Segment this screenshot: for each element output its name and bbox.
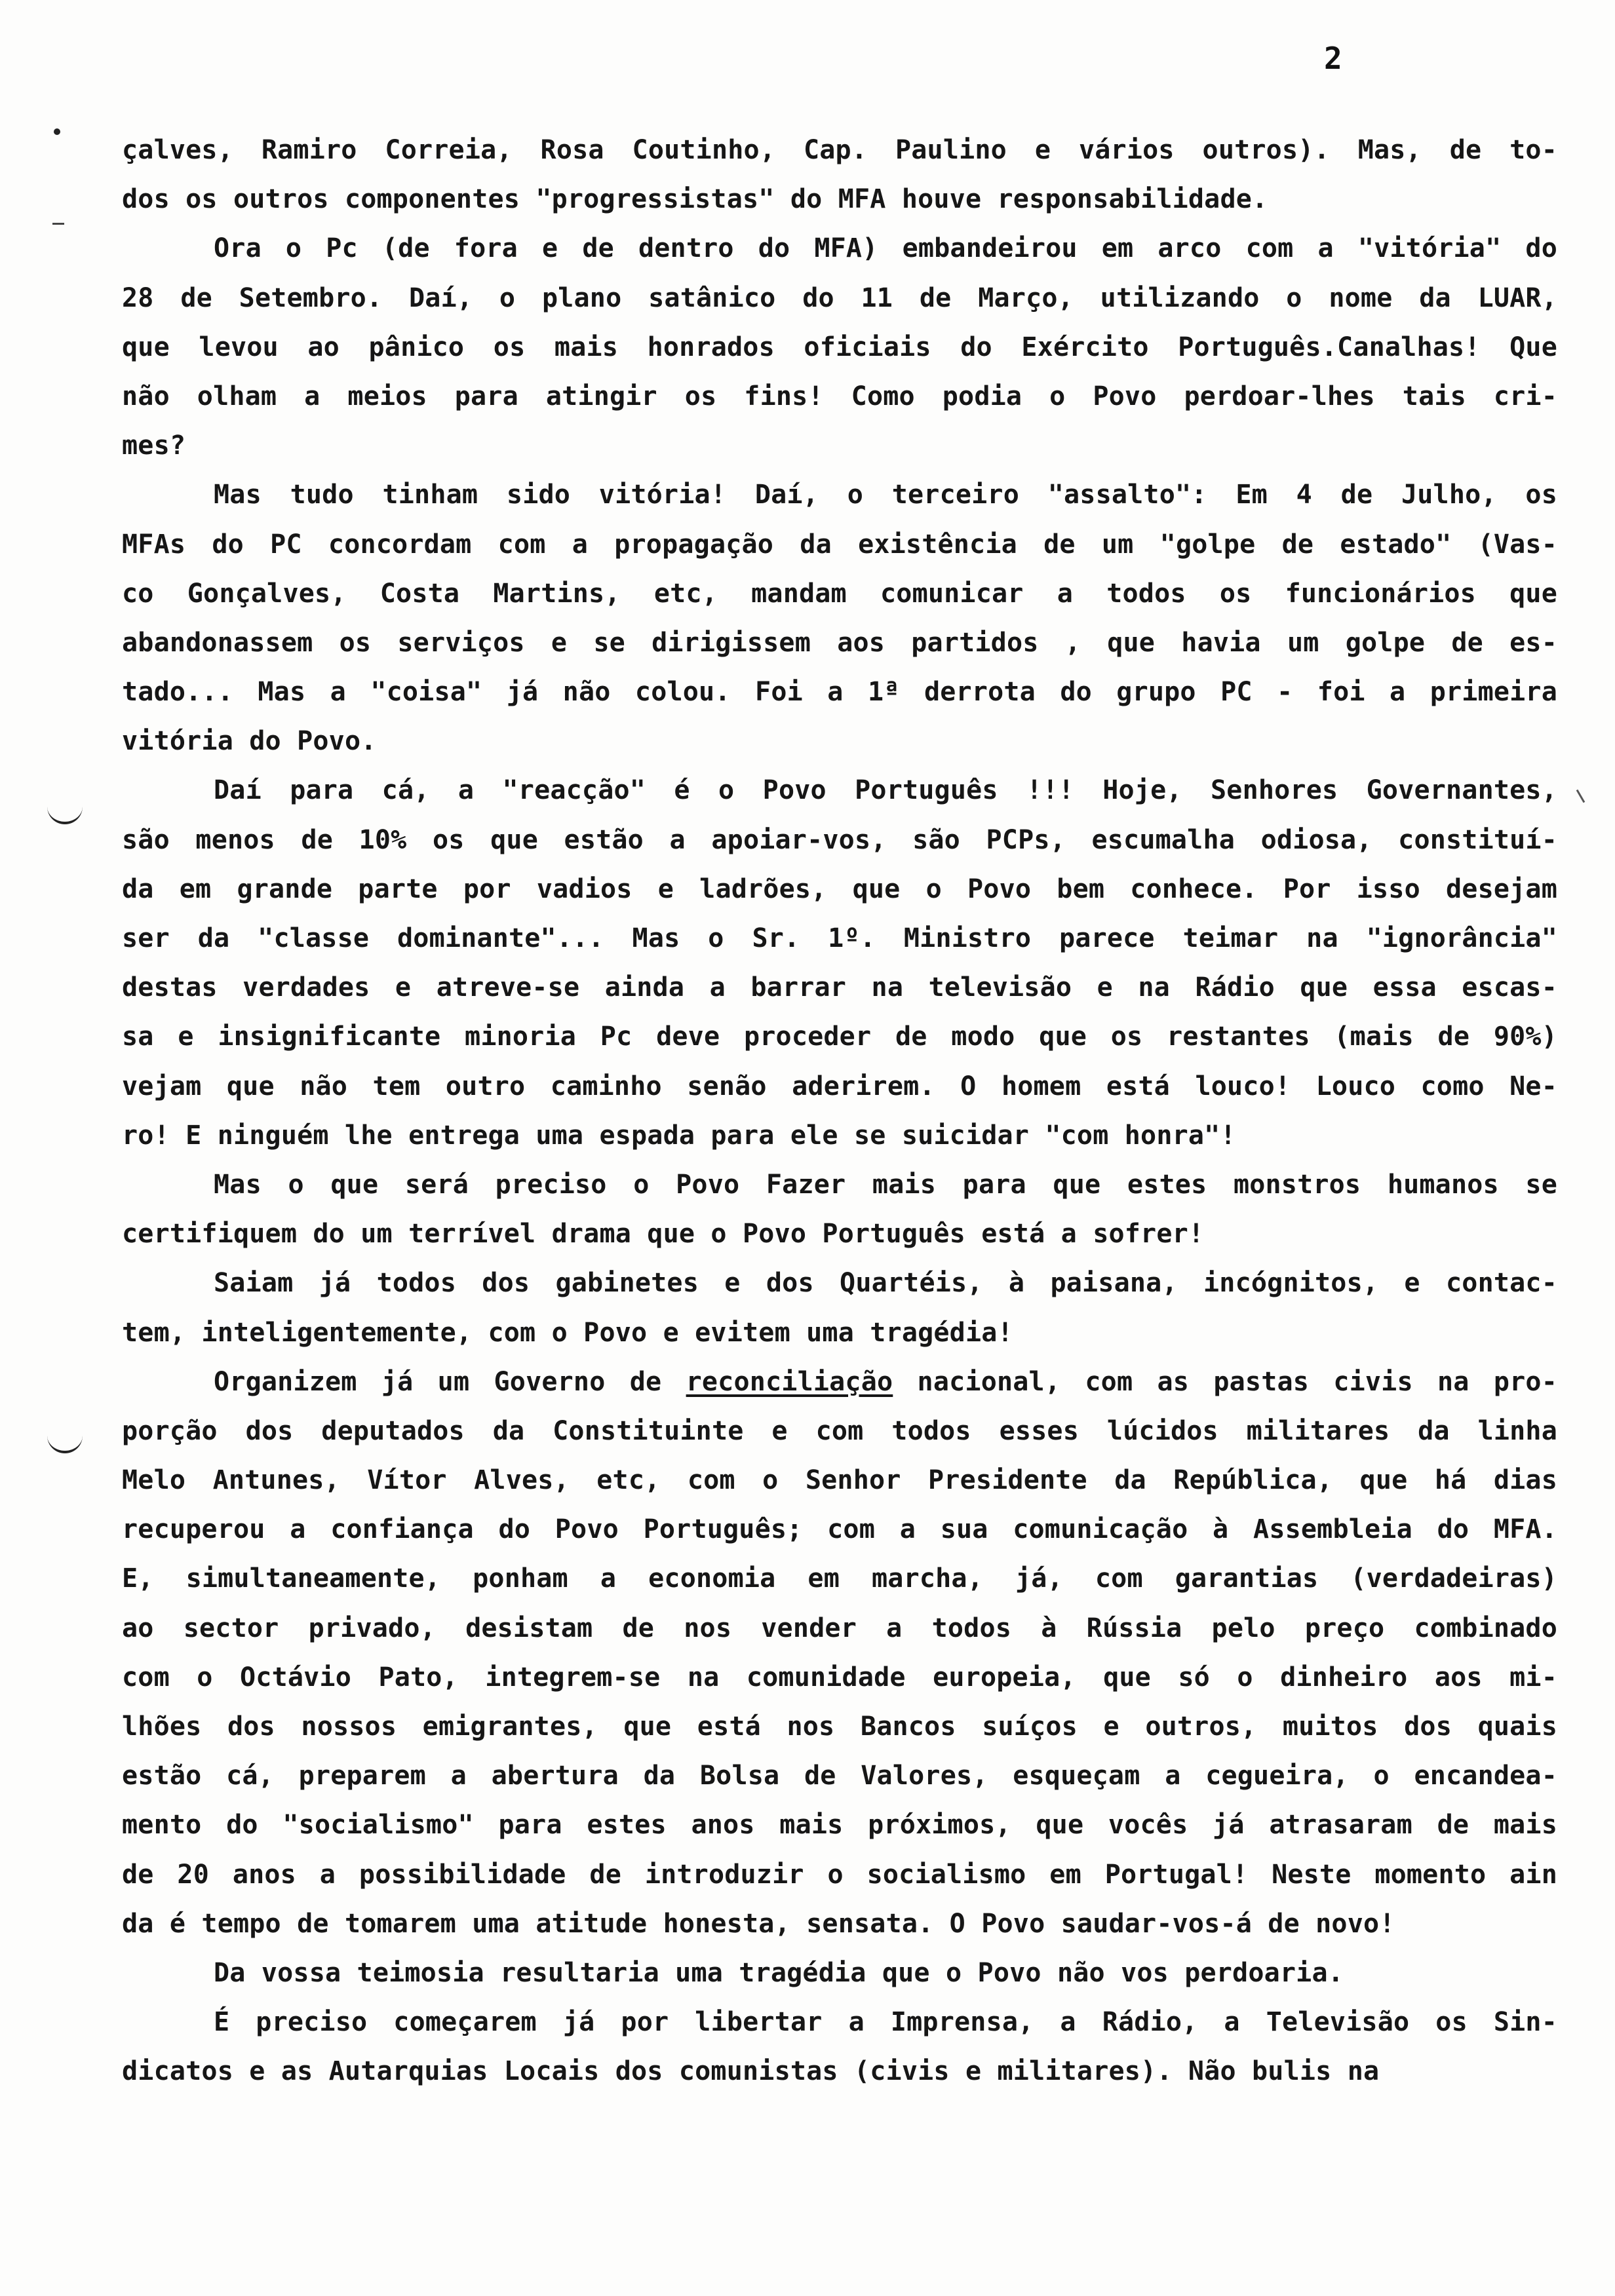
text-line: Saiam já todos dos gabinetes e dos Quartéis, à paisana, incógnitos, e contac- — [214, 1268, 1557, 1299]
text-line: co Gonçalves, Costa Martins, etc, mandam comunicar a todos os funcionários que — [122, 578, 1557, 609]
text-line: da é tempo de tomarem uma atitude honesta, sensata. O Povo saudar-vos-á de novo! — [122, 1908, 1395, 1939]
text-line: tado... Mas a "coisa" já não colou. Foi a 1ª derrota do grupo PC - foi a primeira — [122, 677, 1557, 708]
text-line: Daí para cá, a "reacção" é o Povo Português !!! Hoje, Senhores Governantes, — [214, 775, 1557, 806]
text-line: Mas tudo tinham sido vitória! Daí, o terceiro "assalto": Em 4 de Julho, os — [214, 480, 1557, 510]
text-line: vitória do Povo. — [122, 726, 377, 757]
text-line: ao sector privado, desistam de nos vender a todos à Rússia pelo preço combinado — [122, 1613, 1557, 1643]
text-line: dos os outros componentes "progressistas" do MFA houve responsabilidade. — [122, 184, 1268, 215]
margin-bracket-mark — [47, 1435, 83, 1453]
text-line: porção dos deputados da Constituinte e com todos esses lúcidos militares da linha — [122, 1415, 1557, 1446]
text-line: mento do "socialismo" para estes anos mais próximos, que vocês já atrasaram de mais — [122, 1810, 1557, 1841]
body-text — [122, 126, 1557, 2097]
text-line: É preciso começarem já por libertar a Imprensa, a Rádio, a Televisão os Sin- — [214, 2007, 1557, 2038]
text-line: estão cá, preparem a abertura da Bolsa de Valores, esqueçam a cegueira, o encandea- — [122, 1761, 1557, 1791]
text-line: são menos de 10% os que estão a apoiar-vos, são PCPs, escumalha odiosa, constituí- — [122, 824, 1557, 855]
text-line: abandonassem os serviços e se dirigissem aos partidos , que havia um golpe de es- — [122, 627, 1557, 658]
text-line: dicatos e as Autarquias Locais dos comunistas (civis e militares). Não bulis na — [122, 2056, 1380, 2087]
margin-dot-mark — [54, 128, 60, 135]
text-line: 28 de Setembro. Daí, o plano satânico do 11 de Março, utilizando o nome da LUAR, — [122, 282, 1557, 313]
text-line: certifiquem do um terrível drama que o Povo Português está a sofrer! — [122, 1219, 1205, 1250]
text-line: Melo Antunes, Vítor Alves, etc, com o Senhor Presidente da República, que há dias — [122, 1465, 1557, 1496]
text-segment: nacional, com as pastas civis na pro- — [893, 1366, 1557, 1397]
text-line: ser da "classe dominante"... Mas o Sr. 1º. Ministro parece teimar na "ignorância" — [122, 923, 1557, 953]
margin-tick-mark — [1576, 790, 1586, 803]
text-segment: Organizem já um Governo de — [214, 1366, 686, 1397]
text-line: sa e insignificante minoria Pc deve proceder de modo que os restantes (mais de 90%) — [122, 1022, 1557, 1052]
page-number: 2 — [1324, 41, 1342, 76]
text-line: Mas o que será preciso o Povo Fazer mais para que estes monstros humanos se — [214, 1169, 1557, 1200]
text-line: destas verdades e atreve-se ainda a barrar na televisão e na Rádio que essa escas- — [122, 972, 1557, 1003]
text-line: lhões dos nossos emigrantes, que está nos Bancos suíços e outros, muitos dos quais — [122, 1712, 1557, 1742]
text-line: MFAs do PC concordam com a propagação da existência de um "golpe de estado" (Vas- — [122, 529, 1557, 560]
text-line: ro! E ninguém lhe entrega uma espada para ele se suicidar "com honra"! — [122, 1120, 1236, 1151]
text-line: com o Octávio Pato, integrem-se na comunidade europeia, que só o dinheiro aos mi- — [122, 1662, 1557, 1693]
underlined-word: reconciliação — [686, 1366, 893, 1397]
text-line: tem, inteligentemente, com o Povo e evitem uma tragédia! — [122, 1317, 1013, 1348]
text-line: çalves, Ramiro Correia, Rosa Coutinho, Cap. Paulino e vários outros). Mas, de to- — [122, 135, 1557, 165]
text-line: que levou ao pânico os mais honrados oficiais do Exército Português.Canalhas! Que — [122, 332, 1557, 362]
text-line — [122, 1358, 1557, 1407]
margin-bracket-mark — [47, 806, 83, 824]
margin-dash-mark — [52, 223, 64, 225]
text-line: não olham a meios para atingir os fins! Como podia o Povo perdoar-lhes tais cri- — [122, 381, 1557, 411]
text-line: mes? — [122, 430, 186, 461]
text-line: Ora o Pc (de fora e de dentro do MFA) embandeirou em arco com a "vitória" do — [214, 233, 1557, 264]
text-line: da em grande parte por vadios e ladrões, que o Povo bem conhece. Por isso desejam — [122, 873, 1557, 904]
text-line: Da vossa teimosia resultaria uma tragédia que o Povo não vos perdoaria. — [214, 1957, 1344, 1988]
text-line: vejam que não tem outro caminho senão aderirem. O homem está louco! Louco como Ne- — [122, 1071, 1557, 1101]
text-line: recuperou a confiança do Povo Português; com a sua comunicação à Assembleia do MFA. — [122, 1514, 1557, 1545]
text-line: de 20 anos a possibilidade de introduzir o socialismo em Portugal! Neste momento ain — [122, 1859, 1557, 1890]
text-line: E, simultaneamente, ponham a economia em marcha, já, com garantias (verdadeiras) — [122, 1563, 1557, 1594]
